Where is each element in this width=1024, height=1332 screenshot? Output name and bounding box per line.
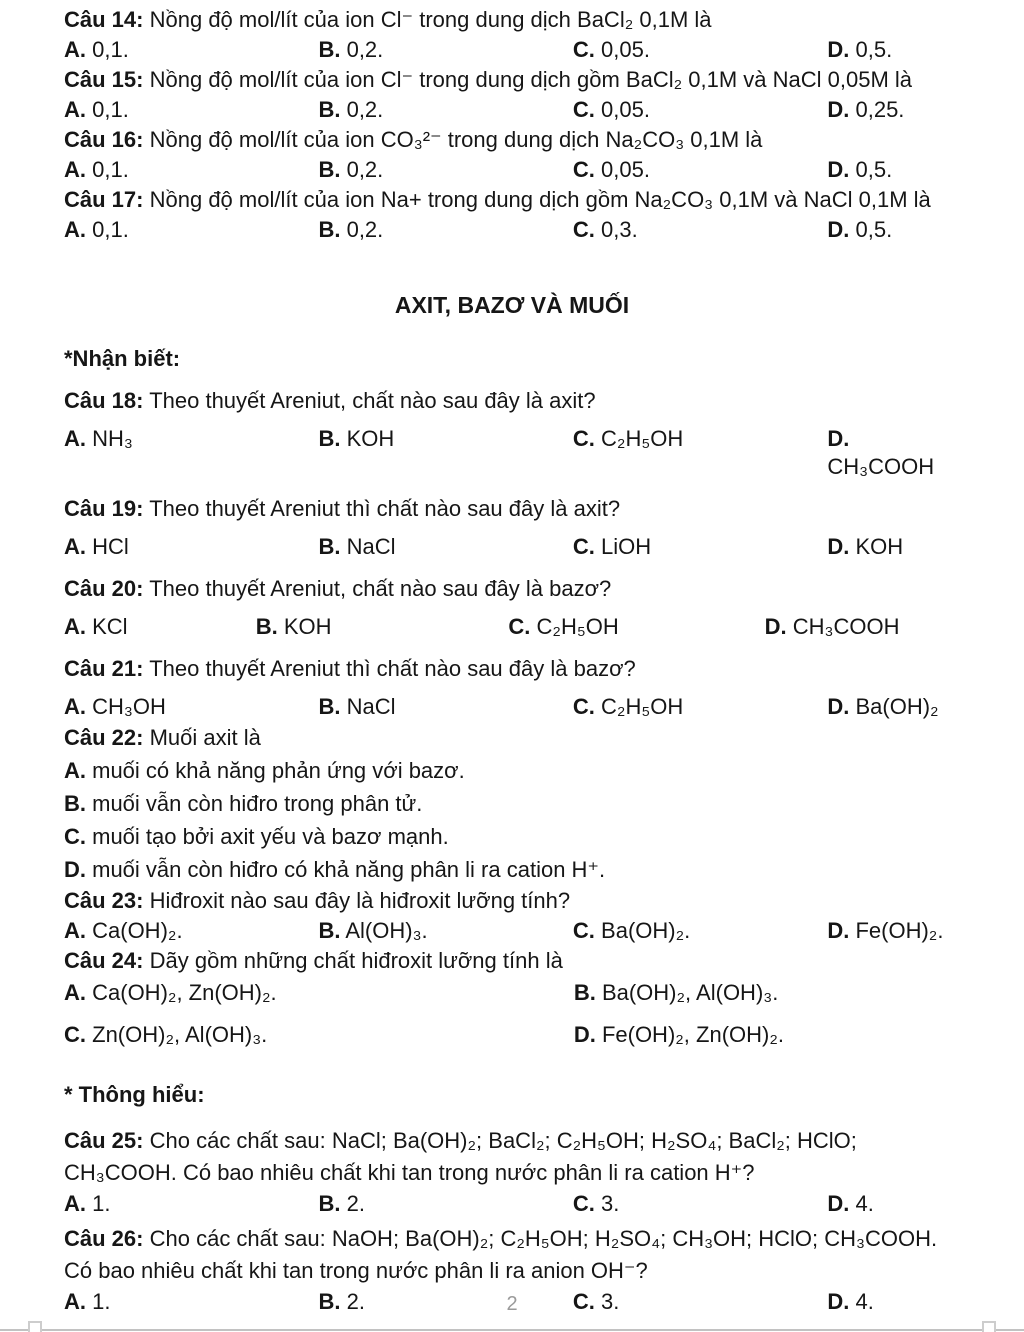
question-body: Dãy gồm những chất hiđroxit lưỡng tính là (149, 948, 563, 973)
question-18 (64, 387, 960, 481)
question-body: Theo thuyết Areniut, chất nào sau đây là bazơ? (149, 576, 612, 601)
option-letter: A. (64, 97, 86, 122)
option-text: 0,1. (92, 37, 129, 62)
option-b (318, 693, 572, 721)
option-a (64, 35, 318, 65)
option-a (64, 976, 574, 1009)
option-letter: D. (827, 694, 850, 719)
option-letter: D. (827, 1289, 850, 1314)
option-text: 0,3. (601, 217, 638, 242)
option-text: HCl (92, 534, 129, 559)
page-divider (0, 1329, 1024, 1331)
question-20-options (64, 613, 960, 641)
option-letter: B. (318, 534, 341, 559)
option-text: muối có khả năng phản ứng với bazơ. (92, 758, 465, 783)
option-a (64, 95, 318, 125)
option-text: Fe(OH)₂, Zn(OH)₂. (601, 1022, 785, 1047)
question-body: Cho các chất sau: NaCl; Ba(OH)₂; BaCl₂; C₂H₅OH; H₂SO₄; BaCl₂; HClO; CH₃COOH. Có bao nhiêu chất khi tan trong nước phân li ra cation H⁺? (64, 1128, 857, 1185)
option-a (64, 1189, 318, 1219)
question-label: Câu 23: (64, 888, 144, 913)
option-letter: D. (827, 157, 850, 182)
option-text: 0,05. (601, 37, 650, 62)
question-25-text (64, 1125, 960, 1189)
question-15-options (64, 95, 960, 125)
option-text: 0,05. (601, 97, 650, 122)
option-d (827, 215, 960, 245)
option-text: muối vẫn còn hiđro trong phân tử. (92, 791, 423, 816)
option-letter: C. (572, 918, 595, 943)
question-block-18-21 (64, 387, 960, 721)
question-label: Câu 18: (64, 388, 144, 413)
question-14-options (64, 35, 960, 65)
option-letter: C. (572, 1191, 595, 1216)
question-body: Theo thuyết Areniut thì chất nào sau đây là axit? (149, 496, 621, 521)
question-body: Muối axit là (149, 725, 261, 750)
option-b (318, 916, 572, 946)
option-d (827, 916, 960, 946)
option-b (318, 95, 572, 125)
option-a (64, 215, 318, 245)
option-letter: A. (64, 980, 86, 1005)
question-21-text (64, 655, 960, 683)
option-letter: A. (64, 758, 86, 783)
option-letter: B. (318, 1191, 341, 1216)
option-b (318, 533, 572, 561)
option-text: C₂H₅OH (601, 426, 684, 451)
question-18-options (64, 425, 960, 481)
question-block-14-17 (64, 5, 960, 245)
option-text: Ba(OH)₂ (855, 694, 939, 719)
option-text: Al(OH)₃. (345, 918, 428, 943)
option-letter: C. (572, 534, 595, 559)
option-letter: C. (572, 37, 595, 62)
option-b (318, 1189, 572, 1219)
option-d (827, 1189, 960, 1219)
option-letter: D. (764, 614, 787, 639)
question-23-text (64, 886, 960, 916)
option-letter: C. (572, 97, 595, 122)
option-letter: D. (573, 1022, 596, 1047)
question-25-options (64, 1189, 960, 1219)
option-text: 4. (855, 1289, 874, 1314)
option-letter: A. (64, 37, 86, 62)
option-text: Ca(OH)₂. (92, 918, 183, 943)
option-text: Ca(OH)₂, Zn(OH)₂. (92, 980, 277, 1005)
option-text: 3. (601, 1191, 620, 1216)
question-15 (64, 65, 960, 125)
option-text: NH₃ (92, 426, 133, 451)
question-15-text (64, 65, 960, 95)
option-b (318, 215, 572, 245)
option-a (64, 754, 960, 787)
option-text: CH₃OH (92, 694, 166, 719)
question-label: Câu 19: (64, 496, 144, 521)
question-20 (64, 575, 960, 641)
option-text: 0,25. (855, 97, 905, 122)
option-text: CH₃COOH (827, 454, 935, 479)
question-body: Nồng độ mol/lít của ion Cl⁻ trong dung dịch gồm BaCl₂ 0,1M và NaCl 0,05M là (149, 67, 913, 92)
option-b (318, 35, 572, 65)
option-text: 0,1. (92, 157, 129, 182)
option-text: KOH (855, 534, 904, 559)
question-21 (64, 655, 960, 721)
option-b (574, 976, 960, 1009)
question-21-options (64, 693, 960, 721)
question-20-text (64, 575, 960, 603)
option-letter: D. (827, 534, 850, 559)
option-letter: A. (64, 426, 86, 451)
option-text: LiOH (601, 534, 652, 559)
option-text: 0,2. (346, 37, 384, 62)
option-letter: A. (64, 157, 86, 182)
page-number: 2 (506, 1293, 518, 1315)
option-letter: C. (572, 157, 595, 182)
option-text: 0,1. (92, 97, 129, 122)
question-label: Câu 16: (64, 127, 144, 152)
question-22 (64, 721, 960, 886)
question-16 (64, 125, 960, 185)
option-letter: D. (827, 918, 850, 943)
option-a (64, 533, 318, 561)
option-text: 0,5. (855, 37, 893, 62)
question-18-text (64, 387, 960, 415)
option-text: NaCl (346, 534, 396, 559)
question-body: Theo thuyết Areniut thì chất nào sau đây là bazơ? (149, 656, 636, 681)
option-letter: B. (255, 614, 278, 639)
option-text: KOH (346, 426, 395, 451)
question-label: Câu 25: (64, 1128, 144, 1153)
option-text: KCl (92, 614, 128, 639)
next-page-corner-right (982, 1321, 996, 1332)
question-19-options (64, 533, 960, 561)
question-24 (64, 946, 960, 1051)
question-24-text (64, 946, 960, 976)
option-letter: B. (318, 426, 341, 451)
subheading-nhan-biet: *Nhận biết: (64, 346, 181, 371)
option-letter: B. (318, 97, 341, 122)
option-c (573, 1189, 827, 1219)
option-letter: D. (827, 426, 850, 451)
option-c (573, 95, 827, 125)
option-d (827, 425, 960, 481)
option-text: Ba(OH)₂. (601, 918, 691, 943)
option-letter: D. (827, 37, 850, 62)
option-letter: B. (64, 791, 86, 816)
option-letter: D. (827, 97, 850, 122)
question-16-text (64, 125, 960, 155)
option-letter: A. (64, 614, 86, 639)
option-b (256, 613, 509, 641)
option-c (573, 693, 827, 721)
question-label: Câu 21: (64, 656, 144, 681)
question-22-text (64, 721, 960, 754)
question-23 (64, 886, 960, 946)
option-letter: C. (64, 1022, 86, 1047)
option-text: 4. (855, 1191, 874, 1216)
question-17-options (64, 215, 960, 245)
question-14 (64, 5, 960, 65)
option-letter: B. (318, 157, 341, 182)
question-body: Nồng độ mol/lít của ion Cl⁻ trong dung dịch BaCl₂ 0,1M là (149, 7, 712, 32)
question-label: Câu 14: (64, 7, 144, 32)
option-text: 2. (346, 1191, 365, 1216)
option-b (318, 425, 572, 481)
option-text: 2. (346, 1289, 365, 1314)
section-heading: AXIT, BAZƠ VÀ MUỐI (394, 292, 630, 318)
option-c (508, 613, 764, 641)
option-text: 0,2. (346, 97, 384, 122)
option-d (574, 1018, 960, 1051)
option-c (573, 425, 827, 481)
option-text: NaCl (346, 694, 396, 719)
option-a (64, 613, 256, 641)
option-letter: B. (318, 918, 341, 943)
option-letter: B. (318, 694, 341, 719)
option-letter: C. (572, 694, 595, 719)
question-17 (64, 185, 960, 245)
option-letter: C. (572, 426, 595, 451)
question-label: Câu 24: (64, 948, 144, 973)
next-page-corner-left (28, 1321, 42, 1332)
option-letter: C. (572, 217, 595, 242)
option-letter: B. (318, 37, 341, 62)
option-text: 3. (601, 1289, 620, 1314)
option-a (64, 693, 318, 721)
question-label: Câu 26: (64, 1226, 144, 1251)
option-letter: A. (64, 1289, 86, 1314)
question-label: Câu 17: (64, 187, 144, 212)
option-text: Ba(OH)₂, Al(OH)₃. (601, 980, 779, 1005)
option-letter: B. (318, 217, 341, 242)
option-text: C₂H₅OH (536, 614, 619, 639)
option-text: KOH (283, 614, 332, 639)
option-b (64, 787, 960, 820)
question-body: Cho các chất sau: NaOH; Ba(OH)₂; C₂H₅OH; H₂SO₄; CH₃OH; HClO; CH₃COOH. Có bao nhiêu chất khi tan trong nước phân li ra anion OH⁻? (64, 1226, 938, 1283)
option-d (827, 693, 960, 721)
option-letter: D. (827, 217, 850, 242)
option-text: 0,1. (92, 217, 129, 242)
question-label: Câu 15: (64, 67, 144, 92)
option-letter: A. (64, 918, 86, 943)
option-c (573, 155, 827, 185)
option-c (573, 215, 827, 245)
option-letter: A. (64, 694, 86, 719)
option-text: 0,05. (601, 157, 650, 182)
question-16-options (64, 155, 960, 185)
option-d (827, 155, 960, 185)
option-text: 0,2. (346, 217, 384, 242)
question-body: Hiđroxit nào sau đây là hiđroxit lưỡng tính? (149, 888, 571, 913)
option-text: 0,2. (346, 157, 384, 182)
option-d (765, 613, 960, 641)
option-b (318, 155, 572, 185)
question-body: Nồng độ mol/lít của ion Na+ trong dung dịch gồm Na₂CO₃ 0,1M và NaCl 0,1M là (149, 187, 931, 212)
option-c (64, 1018, 574, 1051)
question-25 (64, 1125, 960, 1219)
question-26-text (64, 1223, 960, 1287)
option-letter: A. (64, 217, 86, 242)
question-body: Nồng độ mol/lít của ion CO₃²⁻ trong dung dịch Na₂CO₃ 0,1M là (149, 127, 763, 152)
question-label: Câu 20: (64, 576, 144, 601)
option-text: 1. (92, 1289, 111, 1314)
option-text: Fe(OH)₂. (855, 918, 944, 943)
option-d (827, 35, 960, 65)
question-24-options (64, 976, 960, 1051)
option-text: Zn(OH)₂, Al(OH)₃. (92, 1022, 268, 1047)
option-c (573, 35, 827, 65)
option-text: 0,5. (855, 157, 893, 182)
option-letter: D. (64, 857, 86, 882)
option-letter: B. (318, 1289, 341, 1314)
question-17-text (64, 185, 960, 215)
option-a (64, 155, 318, 185)
option-c (573, 533, 827, 561)
option-text: CH₃COOH (792, 614, 900, 639)
option-letter: A. (64, 534, 86, 559)
option-d (827, 95, 960, 125)
option-letter: C. (572, 1289, 595, 1314)
option-a (64, 425, 318, 481)
option-letter: B. (573, 980, 596, 1005)
option-d (64, 853, 960, 886)
option-letter: C. (64, 824, 86, 849)
question-14-text (64, 5, 960, 35)
question-body: Theo thuyết Areniut, chất nào sau đây là axit? (149, 388, 596, 413)
option-c (573, 916, 827, 946)
question-label: Câu 22: (64, 725, 144, 750)
option-text: muối vẫn còn hiđro có khả năng phân li ra cation H⁺. (92, 857, 606, 882)
option-text: 0,5. (855, 217, 893, 242)
option-c (64, 820, 960, 853)
question-23-options (64, 916, 960, 946)
option-a (64, 916, 318, 946)
option-text: muối tạo bởi axit yếu và bazơ mạnh. (92, 824, 449, 849)
option-letter: C. (508, 614, 531, 639)
option-d (827, 533, 960, 561)
option-letter: D. (827, 1191, 850, 1216)
subheading-thong-hieu: * Thông hiểu: (64, 1082, 205, 1107)
option-text: 1. (92, 1191, 111, 1216)
question-19 (64, 495, 960, 561)
option-letter: A. (64, 1191, 86, 1216)
option-text: C₂H₅OH (601, 694, 684, 719)
question-19-text (64, 495, 960, 523)
